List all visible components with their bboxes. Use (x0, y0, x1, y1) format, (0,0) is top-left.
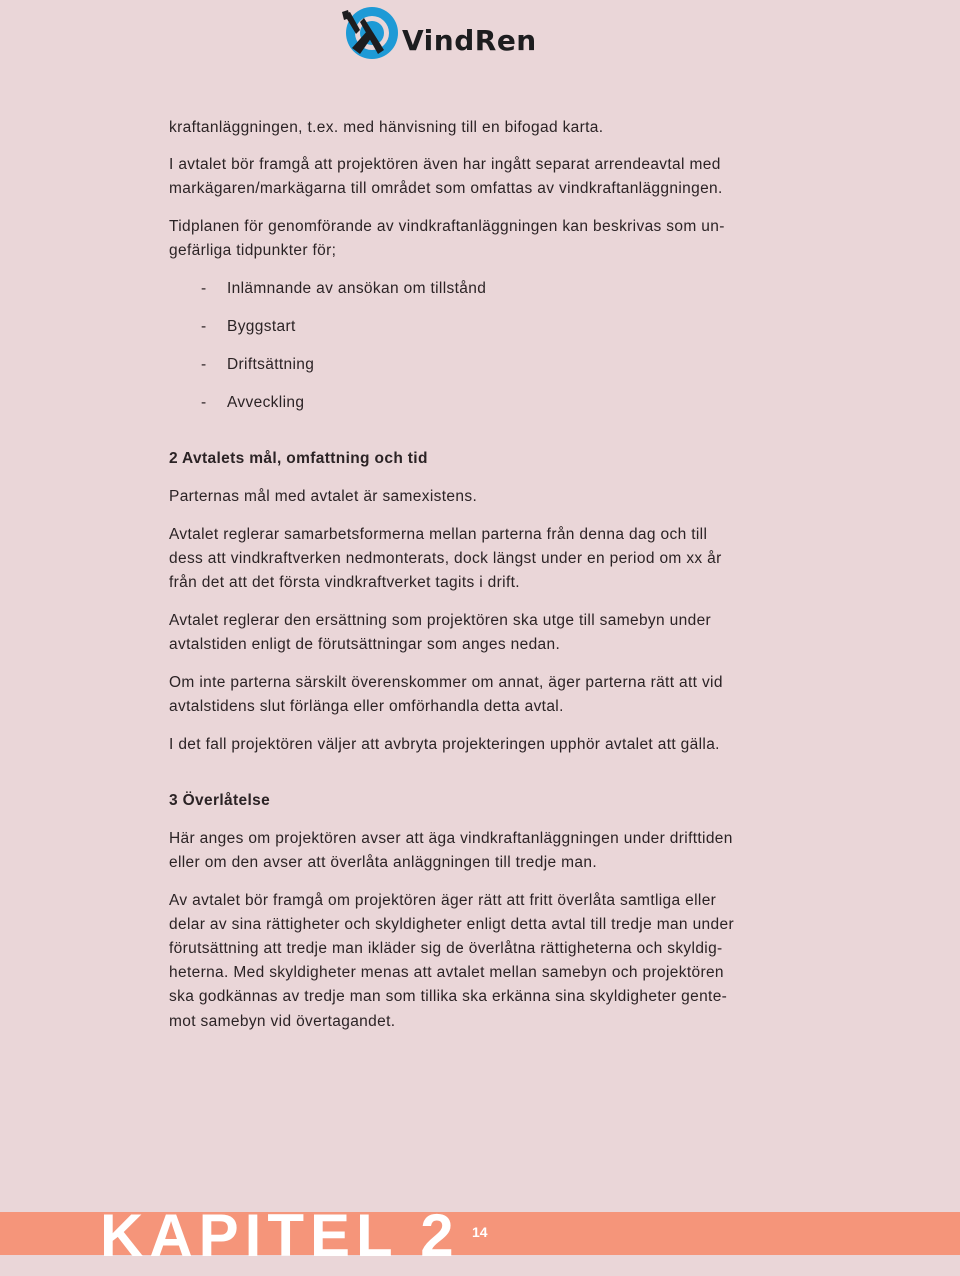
list-item (201, 391, 841, 415)
list-dash: - (201, 356, 207, 373)
paragraph-5-line-3: från det att det första vindkraftverket tagits i drift. (169, 574, 520, 591)
paragraph-6-line-1: Avtalet reglerar den ersättning som projektören ska utge till samebyn under (169, 612, 712, 629)
section-heading-3: 3 Överlåtelse (169, 792, 271, 809)
paragraph-5-line-1: Avtalet reglerar samarbetsformerna mellan parterna från denna dag och till (169, 526, 708, 543)
paragraph-9-line-1: Här anges om projektören avser att äga vindkraftanläggningen under drifttiden (169, 830, 733, 847)
paragraph-4: Parternas mål med avtalet är samexistens. (169, 488, 478, 505)
chapter-label: KAPITEL 2 (100, 1202, 460, 1269)
paragraph-1: kraftanläggningen, t.ex. med hänvisning till en bifogad karta. (169, 119, 604, 136)
paragraph-7-line-1: Om inte parterna särskilt överenskommer om annat, äger parterna rätt att vid (169, 674, 723, 691)
list-item-text: Byggstart (227, 318, 296, 335)
list-item-text: Driftsättning (227, 356, 315, 373)
paragraph-6-line-2: avtalstiden enligt de förutsättningar som anges nedan. (169, 636, 561, 653)
list-dash: - (201, 318, 207, 335)
paragraph-2-line-1: I avtalet bör framgå att projektören även har ingått separat arrendeavtal med (169, 156, 721, 173)
paragraph-10-line-6: mot samebyn vid övertagandet. (169, 1013, 396, 1030)
list-item (201, 353, 841, 377)
paragraph-2-line-2: markägaren/markägarna till området som omfattas av vindkraftanläggningen. (169, 180, 723, 197)
vindren-logo (338, 4, 548, 62)
logo-text: VindRen (402, 24, 537, 57)
list-item-text: Inlämnande av ansökan om tillstånd (227, 280, 487, 297)
list-dash: - (201, 394, 207, 411)
list-item (201, 277, 841, 301)
paragraph-3-line-2: gefärliga tidpunkter för; (169, 242, 337, 259)
paragraph-10-line-2: delar av sina rättigheter och skyldigheter enligt detta avtal till tredje man under (169, 916, 734, 933)
paragraph-10-line-5: ska godkännas av tredje man som tillika ska erkänna sina skyldigheter gente- (169, 988, 728, 1005)
paragraph-10-line-3: förutsättning att tredje man ikläder sig de överlåtna rättigheterna och skyldig- (169, 940, 723, 957)
paragraph-7-line-2: avtalstidens slut förlänga eller omförhandla detta avtal. (169, 698, 564, 715)
paragraph-10-line-4: heterna. Med skyldigheter menas att avtalet mellan samebyn och projektören (169, 964, 724, 981)
section-heading-2: 2 Avtalets mål, omfattning och tid (169, 450, 428, 467)
paragraph-9-line-2: eller om den avser att överlåta anläggningen till tredje man. (169, 854, 598, 871)
paragraph-8: I det fall projektören väljer att avbryta projekteringen upphör avtalet att gälla. (169, 736, 720, 753)
logo-emblem-icon (338, 4, 402, 62)
paragraph-10-line-1: Av avtalet bör framgå om projektören äger rätt att fritt överlåta samtliga eller (169, 892, 717, 909)
page-number: 14 (472, 1224, 488, 1240)
list-dash: - (201, 280, 207, 297)
paragraph-5-line-2: dess att vindkraftverken nedmonterats, dock längst under en period om xx år (169, 550, 722, 567)
list-item (201, 315, 841, 339)
list-item-text: Avveckling (227, 394, 305, 411)
paragraph-3-line-1: Tidplanen för genomförande av vindkraftanläggningen kan beskrivas som un- (169, 218, 725, 235)
